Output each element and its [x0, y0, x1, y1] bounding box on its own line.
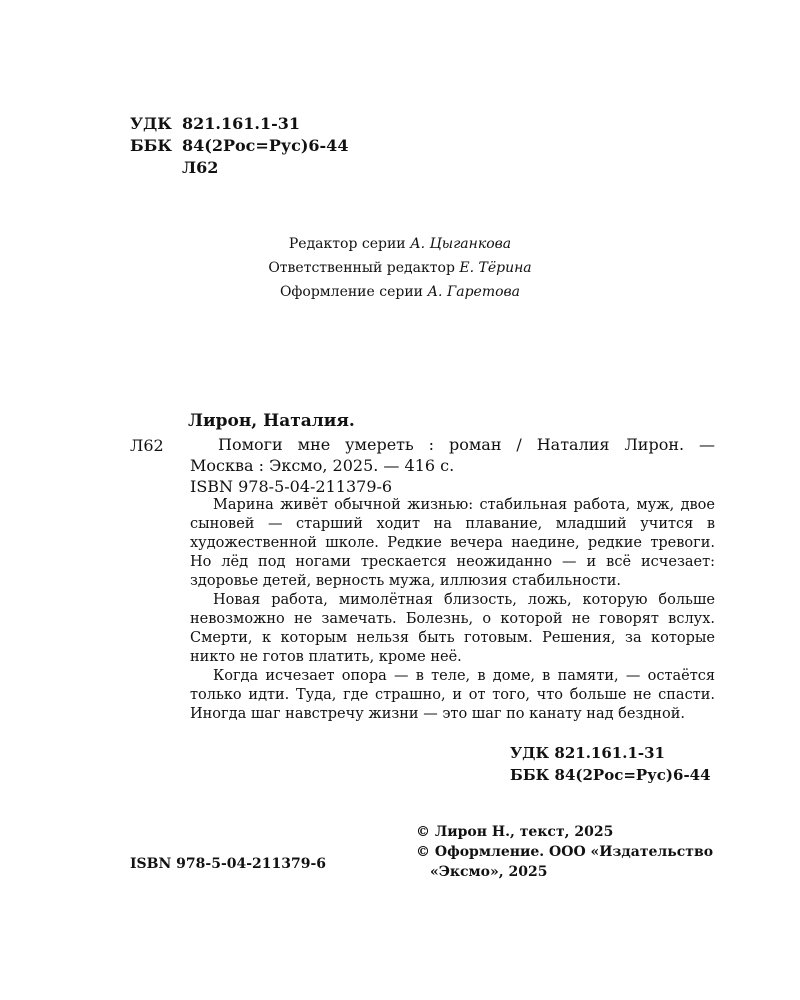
bib-mark: Л62: [130, 436, 164, 455]
bbk-value: 84(2Рос=Рус)6-44: [182, 136, 349, 155]
credit-role: Ответственный редактор: [268, 260, 455, 276]
annotation-paragraph: Марина живёт обычной жизнью: стабильная работа, муж, двое сыновей — старший ходит на плавание, младший учится в художественной школе. Редкие вечера наедине, редкие тревоги. Но лёд под ногами трескается неожиданно — и всё исчезает: здоровье детей, верность мужа, иллюзия стабильности.: [190, 497, 715, 589]
classification-codes-right: [510, 742, 711, 786]
credit-series-editor: [0, 232, 800, 256]
annotation-paragraph: Когда исчезает опора — в теле, в доме, в памяти, — остаётся только идти. Туда, где страшно, и от того, что больше не спасти. Иногда шаг навстречу жизни — это шаг по канату над бездной.: [190, 668, 715, 722]
bib-isbn: ISBN 978-5-04-211379-6: [190, 477, 393, 496]
credit-name: А. Цыганкова: [410, 236, 512, 252]
udk-row: [130, 113, 348, 135]
udk-value: 821.161.1-31: [182, 114, 300, 133]
isbn-bottom: ISBN 978-5-04-211379-6: [130, 856, 327, 872]
credit-responsible-editor: [0, 256, 800, 280]
copyright-block: [416, 822, 713, 882]
udk-code: УДК 821.161.1-31: [510, 744, 665, 762]
author-mark-row: [130, 157, 348, 179]
author-mark: Л62: [182, 158, 219, 177]
annotation: [190, 496, 715, 724]
classification-block: [130, 113, 348, 179]
credit-name: А. Гаретова: [427, 284, 521, 300]
bib-description: [190, 434, 715, 476]
copyright-design-cont: «Эксмо», 2025: [430, 864, 548, 880]
credits-block: [0, 232, 800, 304]
credit-series-design: [0, 280, 800, 304]
credit-name: Е. Тёрина: [459, 260, 532, 276]
credit-role: Оформление серии: [279, 284, 423, 300]
copyright-text: © Лирон Н., текст, 2025: [416, 824, 614, 840]
copyright-design: © Оформление. ООО «Издательство: [416, 844, 714, 860]
udk-label: УДК: [130, 114, 172, 133]
bib-author: Лирон, Наталия.: [188, 411, 355, 431]
annotation-paragraph: Новая работа, мимолётная близость, ложь, которую больше невозможно не замечать. Болезнь, о которой не говорят вслух. Смерти, к которым нельзя быть готовым. Решения, за которые никто не готов платить, кроме неё.: [190, 592, 715, 665]
bib-title-line: Помоги мне умереть : роман / Наталия Лирон. —: [218, 435, 715, 454]
bbk-code: ББК 84(2Рос=Рус)6-44: [510, 766, 711, 784]
bib-publication-line: Москва : Эксмо, 2025. — 416 с.: [190, 456, 455, 475]
bbk-row: [130, 135, 348, 157]
credit-role: Редактор серии: [288, 236, 406, 252]
bbk-label: ББК: [130, 136, 172, 155]
